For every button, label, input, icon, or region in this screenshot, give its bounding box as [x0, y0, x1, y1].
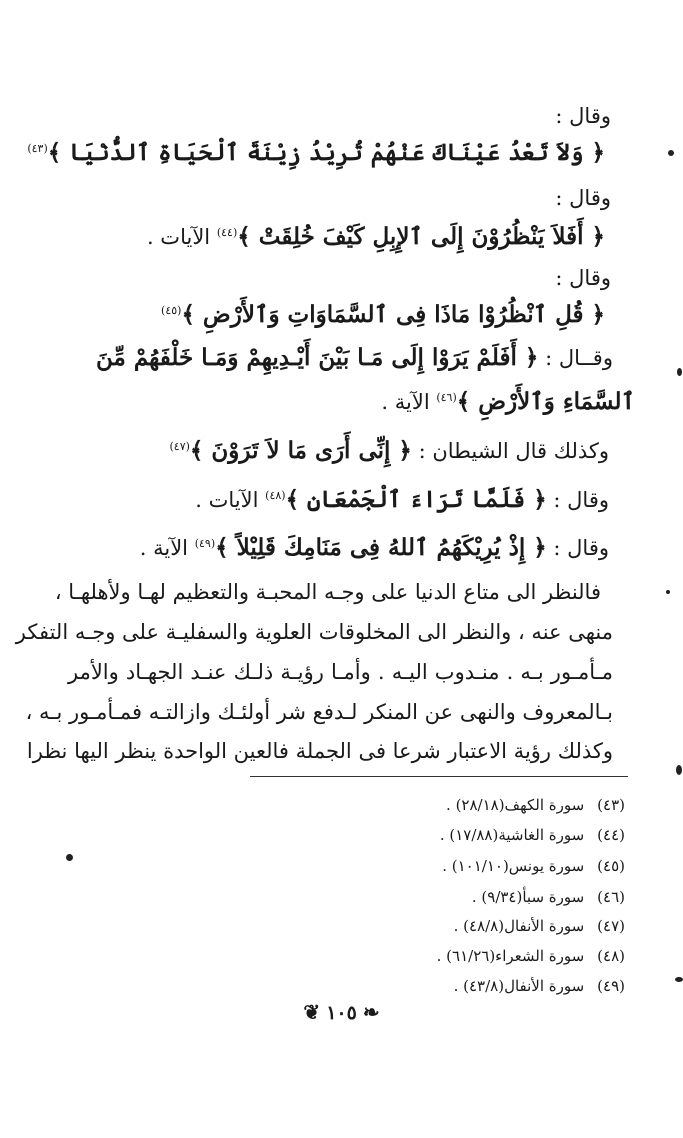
footnote-marker: (٤٥)	[161, 304, 182, 317]
footnote-text: سورة الغاشية(١٧/٨٨) .	[439, 826, 585, 844]
footnote	[446, 795, 625, 815]
verse-line-46b	[381, 383, 635, 417]
paragraph-line: بـالمعروف والنهى عن المنكر لـدفع شر أولئـك وازالتـه فمـأمـور بـه ،	[25, 700, 613, 724]
scan-speck	[677, 368, 682, 376]
paragraph-line: وكذلك رؤية الاعتبار شرعا فى الجملة فالعين الواحدة ينظر اليها نظرا	[26, 739, 613, 763]
verse-tail: الآيات .	[146, 225, 211, 249]
footnote-number: (٤٦)	[597, 888, 625, 906]
scan-speck	[666, 590, 670, 594]
verse-line-48	[195, 481, 609, 515]
footnote-number: (٤٩)	[597, 977, 625, 995]
paragraph-line: منهى عنه ، والنظر الى المخلوقات العلوية والسفليـة على وجـه التفكر	[15, 620, 613, 644]
quran-verse: ﴿ إِنِّى أَرَى مَا لاَ تَرَوْنَ ﴾	[189, 437, 412, 464]
intro-label: وكذلك قال الشيطان :	[418, 439, 609, 463]
verse-line-47	[169, 432, 609, 466]
verse-tail: الآية .	[139, 536, 189, 560]
page-number	[0, 1000, 683, 1024]
quran-verse: ٱلسَّمَاءِ وَٱلأَرْضِ ﴾	[456, 388, 635, 415]
footnote-text: سورة يونس(١٠١/١٠) .	[442, 857, 585, 875]
verse-tail: الآيات .	[195, 488, 259, 512]
scan-speck	[675, 977, 683, 982]
footnote-marker: (٤٤)	[216, 226, 238, 239]
footnote-number: (٤٤)	[597, 826, 625, 844]
scan-speck	[66, 854, 73, 861]
verse-line-49	[140, 529, 609, 563]
verse-line-45	[161, 296, 605, 330]
ornament-icon: ❧	[362, 1000, 380, 1024]
quran-verse: ﴿ قُلِ ٱنْظُرُوْا مَاذَا فِى ٱلسَّمَاوَاتِ وَٱلأَرْضِ ﴾	[181, 301, 605, 328]
verse-intro-1	[555, 101, 611, 131]
scan-speck	[668, 150, 674, 156]
intro-label: وقال :	[553, 488, 609, 512]
intro-label: وقال :	[555, 266, 611, 290]
paragraph-line: مـأمـور بـه . منـدوب اليـه . وأمـا رؤيـة ذلـك عنـد الجهـاد والأمر	[68, 660, 613, 684]
footnote-number: (٤٨)	[597, 947, 625, 965]
footnote-text: سورة الشعراء(٦١/٢٦) .	[436, 947, 585, 965]
footnote-text: سورة سبأ(٩/٣٤) .	[471, 888, 585, 906]
intro-label: وقال :	[555, 104, 611, 128]
scan-speck	[676, 765, 682, 775]
footnote-text: سورة الأنفال(٤٨/٨) .	[453, 917, 585, 935]
footnote	[440, 825, 625, 845]
footnote-marker: (٤٨)	[265, 489, 286, 502]
verse-tail: الآية .	[381, 390, 430, 414]
footnote	[437, 946, 625, 966]
footnote-marker: (٤٩)	[194, 537, 216, 550]
footnote-text: سورة الأنفال(٤٣/٨) .	[453, 977, 585, 995]
paragraph-line: فالنظر الى متاع الدنيا على وجـه المحبـة والتعظيم لهـا ولأهلهـا ،	[54, 580, 601, 604]
verse-line-43	[27, 134, 605, 168]
verse-intro-3	[555, 263, 611, 293]
intro-label: وقال :	[553, 536, 609, 560]
footnote	[472, 887, 625, 907]
footnote-text: سورة الكهف(٢٨/١٨) .	[446, 796, 585, 814]
footnote-number: (٤٧)	[597, 917, 625, 935]
footnote-number: (٤٣)	[597, 796, 625, 814]
page-number-value: ١٠٥	[326, 1002, 357, 1024]
quran-verse: ﴿ فَلَمَّا تَرَاءَ ٱلْجَمْعَانِ ﴾	[285, 486, 547, 513]
footnote-divider	[250, 776, 628, 777]
footnote-number: (٤٥)	[597, 857, 625, 875]
verse-line-44	[147, 218, 605, 252]
footnote-marker: (٤٦)	[436, 391, 457, 404]
quran-verse: ﴿ وَلاَ تَعْدُ عَيْنَاكَ عَنْهُمْ تُرِيْدُ زِيْنَةَ ٱلْحَيَاةِ ٱلدُّنْيَا ﴾	[47, 139, 605, 166]
quran-verse: ﴿ أَفَلَمْ يَرَوْا إِلَى مَـا بَيْنَ أَيْـدِيهِمْ وَمَـا خَلْفَهُمْ مِّنَ	[96, 344, 539, 371]
intro-label: وقــال :	[545, 346, 613, 370]
quran-verse: ﴿ إِذْ يُرِيْكَهُمُ ٱللهُ فِى مَنَامِكَ قَلِيْلاً ﴾	[215, 534, 547, 561]
quran-verse: ﴿ أَفَلاَ يَنْظُرُوْنَ إِلَى ٱلإِبِلِ كَيْفَ خُلِقَتْ ﴾	[237, 223, 605, 250]
footnote-marker: (٤٧)	[169, 440, 190, 453]
verse-intro-2	[555, 183, 611, 213]
intro-label: وقال :	[555, 186, 611, 210]
footnote	[454, 976, 625, 996]
verse-line-46a	[96, 343, 613, 373]
footnote-marker: (٤٣)	[27, 142, 48, 155]
ornament-icon: ❦	[303, 1000, 321, 1024]
footnote	[442, 856, 625, 876]
footnote	[454, 916, 625, 936]
